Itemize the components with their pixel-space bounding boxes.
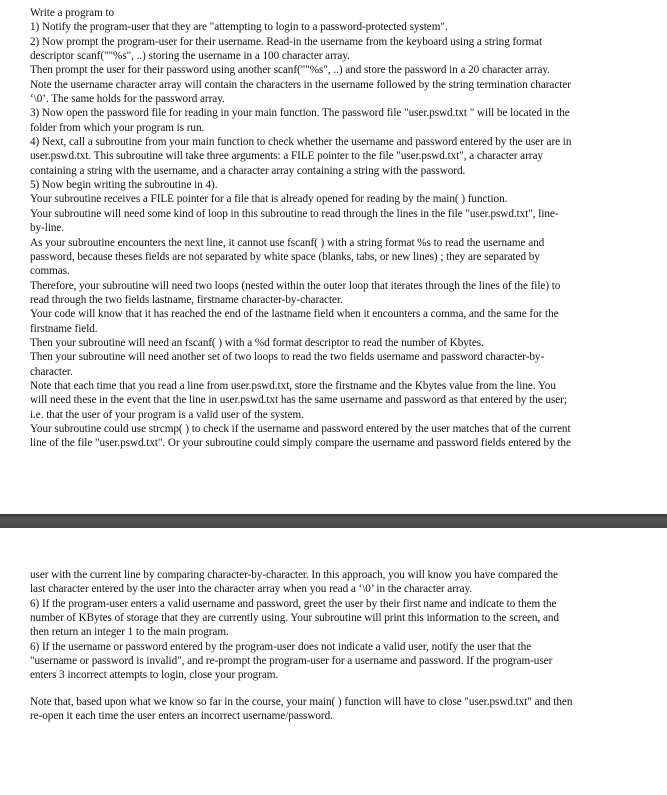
text-line: by-line. xyxy=(30,222,65,235)
paragraph-gap xyxy=(30,683,647,695)
text-line: password, because theses fields are not separated by white space (blanks, tabs, or new lines) ; they are separated by xyxy=(30,250,540,263)
text-line: re-open it each time the user enters an incorrect username/password. xyxy=(30,710,333,723)
text-line: Then your subroutine will need another set of two loops to read the two fields username and password character-by- xyxy=(30,351,545,364)
text-line: descriptor scanf(""%s", ..) storing the username in a 100 character array. xyxy=(30,50,350,63)
text-line: ‘\0’. The same holds for the password array. xyxy=(30,93,225,106)
text-line: As your subroutine encounters the next line, it cannot use fscanf( ) with a string format %s to read the username and xyxy=(30,236,545,249)
text-line: Then prompt the user for their password using another scanf(""%s", ..) and store the password in a 20 character array. xyxy=(30,64,550,77)
text-line: character. xyxy=(30,365,73,378)
text-line: Your subroutine could use strcmp( ) to check if the username and password entered by the user matches that of the current xyxy=(30,422,571,435)
text-line: last character entered by the user into the character array when you read a ‘\0’ in the character array. xyxy=(30,583,473,596)
text-line: "username or password is invalid", and re-prompt the program-user for a username and password. If the program-user xyxy=(30,655,553,668)
text-line: line of the file "user.pswd.txt". Or your subroutine could simply compare the username and password fields entered by the xyxy=(30,437,571,450)
text-line: firstname field. xyxy=(30,322,98,335)
text-line: 2) Now prompt the program-user for their username. Read-in the username from the keyboard using a string format xyxy=(30,35,543,48)
page-separator xyxy=(0,514,667,528)
text-line: i.e. that the user of your program is a valid user of the system. xyxy=(30,408,304,421)
text-line: user with the current line by comparing character-by-character. In this approach, you will know you have compared the xyxy=(30,569,558,581)
document-page-2 xyxy=(0,528,667,795)
text-line: Note that each time that you read a line from user.pswd.txt, store the firstname and the Kbytes value from the line. You xyxy=(30,379,556,392)
text-line: commas. xyxy=(30,265,70,278)
text-line: Your subroutine receives a FILE pointer for a file that is already opened for reading by the main( ) function. xyxy=(30,193,508,206)
text-line: number of KBytes of storage that they are currently using. Your subroutine will print this information to the screen, and xyxy=(30,612,559,625)
text-line: Your subroutine will need some kind of loop in this subroutine to read through the lines in the file "user.pswd.txt", line- xyxy=(30,207,559,220)
text-line: 3) Now open the password file for reading in your main function. The password file "user.pswd.txt " will be located in the xyxy=(30,107,570,120)
text-line: 6) If the program-user enters a valid username and password, greet the user by their first name and indicate to them the xyxy=(30,597,557,610)
text-line: Then your subroutine will need an fscanf( ) with a %d format descriptor to read the number of Kbytes. xyxy=(30,336,484,349)
text-line: folder from which your program is run. xyxy=(30,121,205,134)
text-line: 4) Next, call a subroutine from your main function to check whether the username and password entered by the user are in xyxy=(30,136,572,149)
text-line: will need these in the event that the line in user.pswd.txt has the same username and password as that entered by the user; xyxy=(30,394,567,407)
text-line: then return an integer 1 to the main program. xyxy=(30,626,229,639)
text-line: Note the username character array will contain the characters in the username followed by the string termination character xyxy=(30,78,571,91)
text-line: enters 3 incorrect attempts to login, close your program. xyxy=(30,669,279,682)
text-line: 5) Now begin writing the subroutine in 4). xyxy=(30,179,218,192)
text-line: Note that, based upon what we know so far in the course, your main( ) function will have to close "user.pswd.txt" and then xyxy=(30,695,573,708)
text-line: Therefore, your subroutine will need two loops (nested within the outer loop that iterates through the lines of the file) to xyxy=(30,279,561,292)
text-line: 6) If the username or password entered by the program-user does not indicate a valid user, notify the user that the xyxy=(30,640,532,653)
text-line: 1) Notify the program-user that they are "attempting to login to a password-protected system". xyxy=(30,21,448,34)
text-line: Your code will know that it has reached the end of the lastname field when it encounters a comma, and the same for the xyxy=(30,308,559,321)
text-line: containing a string with the username, and a character array containing a string with the password. xyxy=(30,164,466,177)
text-line: user.pswd.txt. This subroutine will take three arguments: a FILE pointer to the file "user.pswd.txt", a character array xyxy=(30,150,543,163)
text-line: read through the two fields lastname, firstname character-by-character. xyxy=(30,293,343,306)
text-line: Write a program to xyxy=(30,7,115,19)
